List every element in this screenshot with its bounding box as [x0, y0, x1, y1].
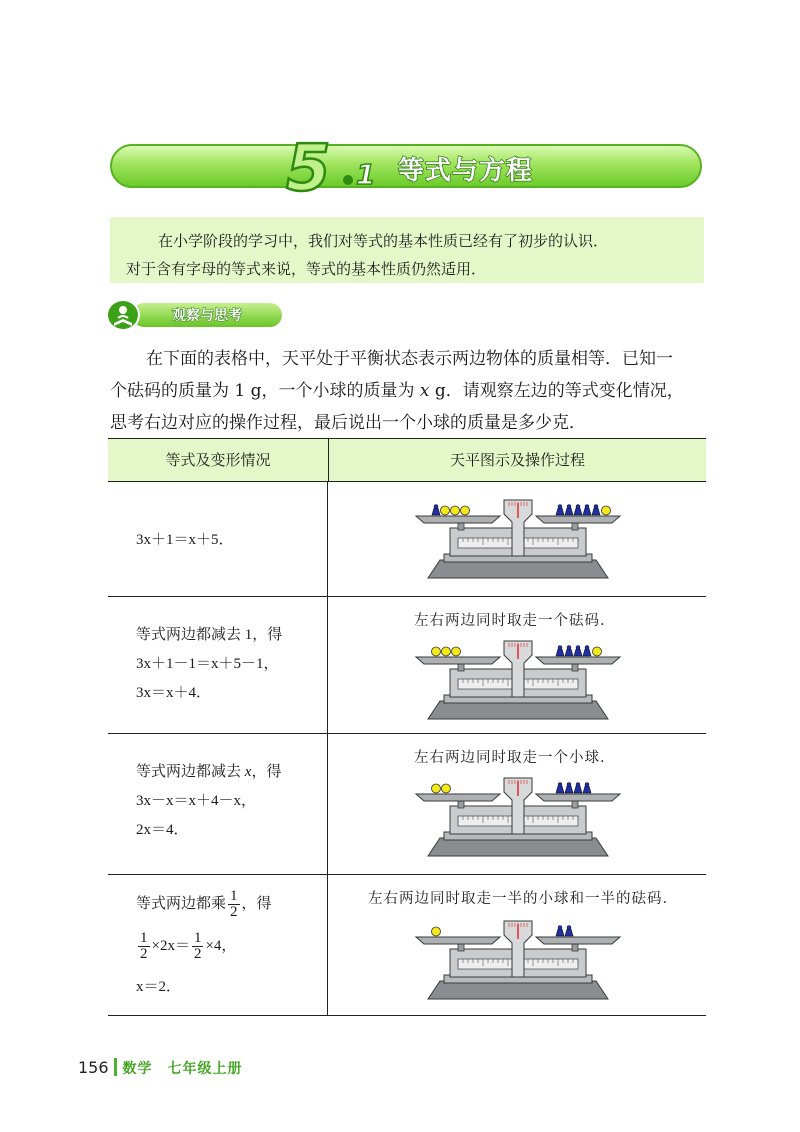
right-pan [536, 657, 620, 664]
weight-knob [567, 505, 571, 509]
reading-person-icon [106, 299, 140, 331]
weight-knob [558, 646, 562, 650]
step-intro: 等式两边都减去 x，得 [136, 764, 282, 780]
ball-x [432, 784, 441, 793]
weight-knob [567, 783, 571, 787]
scale-base [428, 981, 608, 999]
weight-1g [556, 929, 564, 936]
para-line-3: 思考右边对应的操作过程，最后说出一个小球的质量是多少克． [110, 413, 586, 433]
ball-x [452, 647, 461, 656]
weight-knob [567, 646, 571, 650]
table-row [108, 482, 706, 597]
page-number: 156 [78, 1058, 109, 1077]
section-number [282, 128, 392, 198]
weight-knob [576, 783, 580, 787]
weight-1g [565, 929, 573, 936]
equation: 3x＝x＋4． [136, 685, 212, 701]
ball-x [442, 784, 451, 793]
intro-box [110, 217, 704, 283]
section-title: 等式与方程 [398, 156, 534, 186]
right-pan [536, 937, 620, 944]
fraction-half: $\frac{1}{2}$ [140, 930, 148, 962]
balance-scale [408, 494, 628, 584]
ball-x [432, 647, 441, 656]
intro-line-2: 对于含有字母的等式来说，等式的基本性质仍然适用． [126, 260, 487, 278]
step-intro: 等式两边都减去 1，得 [136, 627, 283, 643]
weight-knob [576, 505, 580, 509]
section-dot [343, 175, 353, 185]
equation-table [108, 438, 706, 1016]
footer-divider [114, 1058, 117, 1076]
weight-knob [567, 926, 571, 930]
ball-x [451, 506, 460, 515]
weight-1g [565, 508, 573, 515]
weight-knob [585, 783, 589, 787]
balance-scale [408, 915, 628, 1005]
weight-knob [585, 505, 589, 509]
left-pan [416, 516, 500, 523]
label-text: 观察与思考 [172, 308, 242, 324]
para-line-2 [110, 375, 706, 407]
weight-knob [585, 646, 589, 650]
weight-knob [558, 926, 562, 930]
equation: 3x＋1－1＝x＋5－1， [136, 656, 279, 672]
weight-1g [556, 508, 564, 515]
ball-x [442, 647, 451, 656]
weight-knob [434, 505, 438, 509]
weight-knob [558, 783, 562, 787]
weight-knob [576, 646, 580, 650]
header-balance: 天平图示及操作过程 [449, 451, 585, 469]
weight-1g [583, 649, 591, 656]
para-line-2a: 个砝码的质量为 1 g，一个小球的质量为 [110, 381, 420, 401]
ball-x [461, 506, 470, 515]
operation-caption: 左右两边同时取走一个小球． [414, 750, 616, 766]
weight-1g [592, 508, 600, 515]
var-x: x [244, 764, 252, 780]
equation: x＝2． [136, 979, 182, 995]
intro-line-1: 在小学阶段的学习中，我们对等式的基本性质已经有了初步的认识． [158, 232, 609, 250]
ball-x [432, 927, 441, 936]
balance-scale [408, 635, 628, 725]
para-line-2c: g．请观察左边的等式变化情况， [429, 381, 684, 401]
scale-base [428, 560, 608, 578]
weight-1g [574, 508, 582, 515]
table-row [108, 734, 706, 875]
left-pan [416, 657, 500, 664]
operation-caption: 左右两边同时取走一半的小球和一半的砝码． [368, 891, 678, 907]
para-line-1: 在下面的表格中，天平处于平衡状态表示两边物体的质量相等．已知一 [146, 349, 673, 369]
left-pan [416, 937, 500, 944]
balance-scale [408, 772, 628, 862]
weight-1g [565, 649, 573, 656]
weight-1g [565, 786, 573, 793]
equation: 2x＝4． [136, 822, 189, 838]
weight-1g [583, 786, 591, 793]
weight-1g [583, 508, 591, 515]
observe-think-label [106, 299, 282, 329]
table-row [108, 597, 706, 734]
weight-knob [558, 505, 562, 509]
right-pan [536, 516, 620, 523]
table-row [108, 875, 706, 1016]
book-title: 数学 七年级上册 [122, 1061, 243, 1077]
equation: 3x－x＝x＋4－x， [136, 793, 257, 809]
right-pan [536, 794, 620, 801]
weight-1g [574, 786, 582, 793]
equation: $\frac{1}{2}$ ×2x＝ $\frac{1}{2}$ ×4， [140, 930, 237, 962]
weight-1g [556, 786, 564, 793]
section-major: 5 [286, 132, 331, 198]
weight-1g [556, 649, 564, 656]
para-var-x: x [419, 381, 430, 401]
scale-base [428, 701, 608, 719]
left-pan [416, 794, 500, 801]
table-header [108, 438, 706, 482]
equation: 3x＋1＝x＋5． [136, 532, 234, 548]
scale-base [428, 838, 608, 856]
ball-x [602, 506, 611, 515]
weight-1g [574, 649, 582, 656]
ball-x [441, 506, 450, 515]
page-footer [78, 1058, 243, 1078]
weight-knob [594, 505, 598, 509]
weight-1g [432, 508, 440, 515]
fraction-half: $\frac{1}{2}$ [193, 930, 202, 962]
ball-x [593, 647, 602, 656]
section-minor: 1 [356, 158, 376, 191]
header-equation: 等式及变形情况 [108, 439, 329, 481]
body-paragraph [110, 343, 706, 439]
fraction-half: $\frac{1}{2}$ [230, 888, 238, 920]
operation-caption: 左右两边同时取走一个砝码． [414, 613, 616, 629]
step-intro: 等式两边都乘 $\frac{1}{2}$ ，得 [136, 888, 272, 920]
